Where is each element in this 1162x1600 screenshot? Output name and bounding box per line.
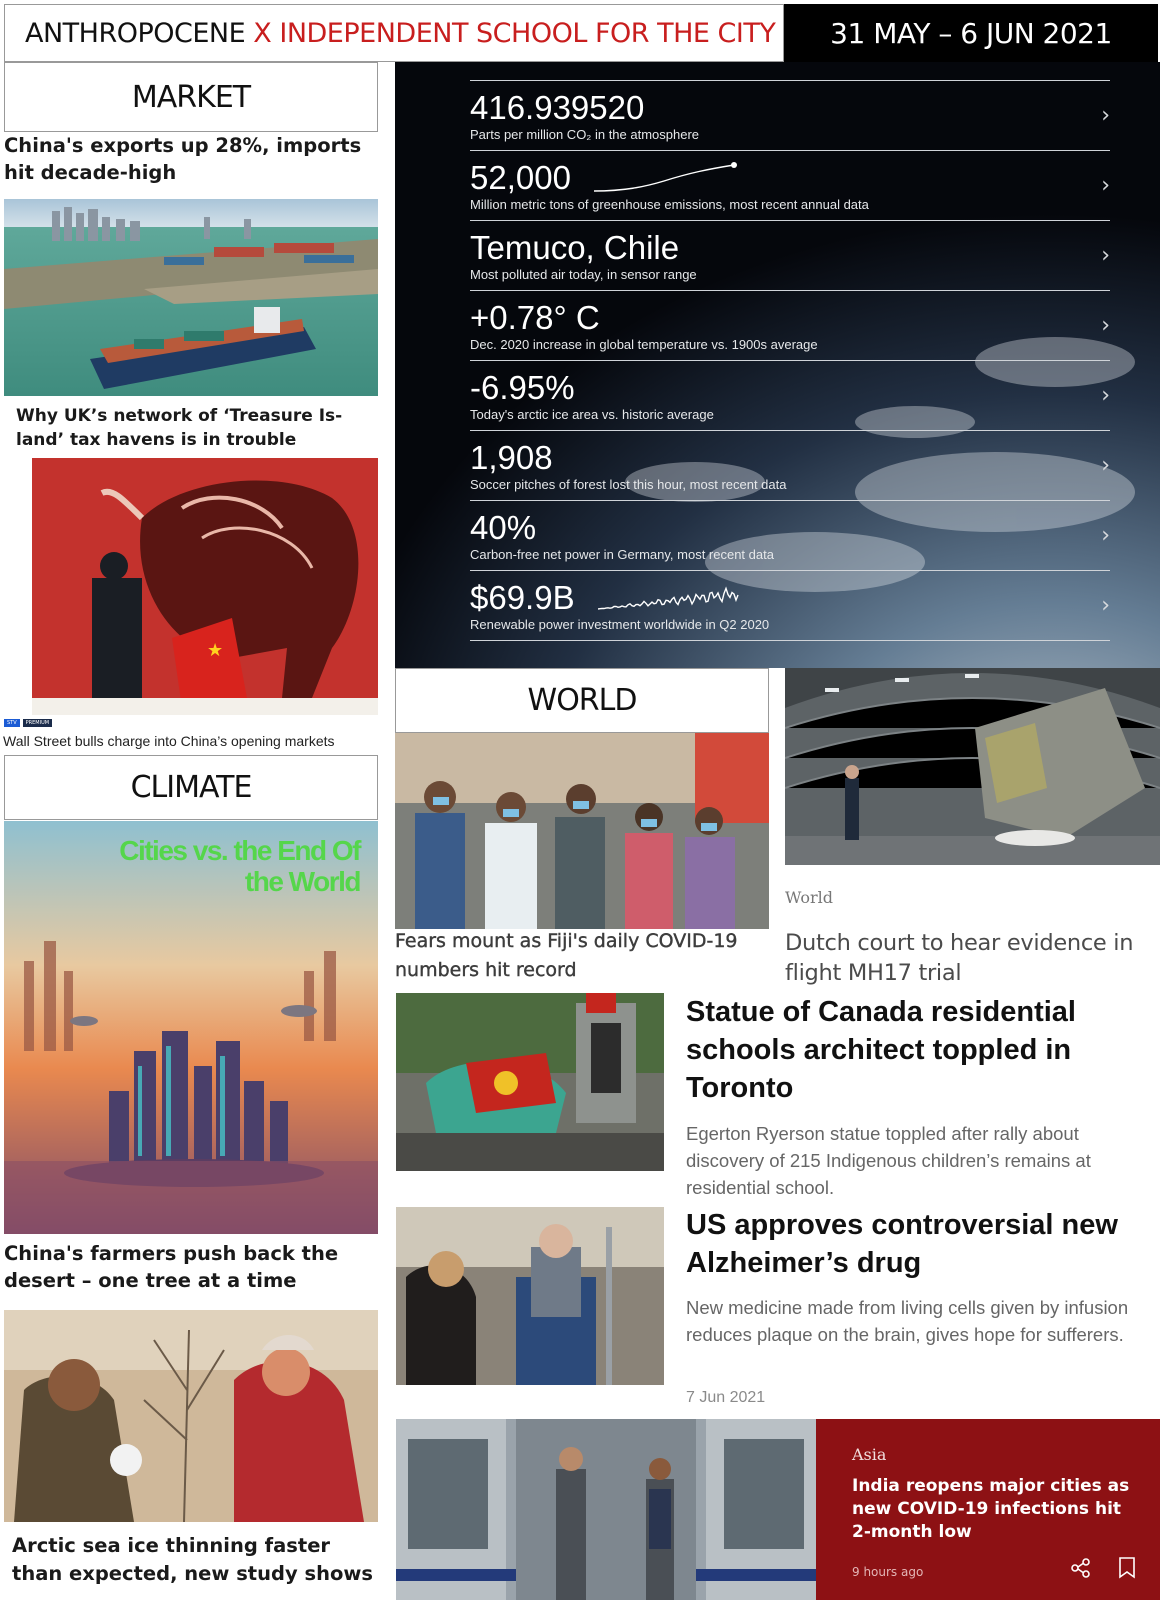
header-title-part1: ANTHROPOCENE <box>25 17 246 49</box>
india-story-card[interactable] <box>816 1419 1160 1600</box>
dashboard-row[interactable] <box>470 150 1110 220</box>
dashboard-row[interactable] <box>470 360 1110 430</box>
dashboard-description: Million metric tons of greenhouse emissions, most recent annual data <box>470 197 869 212</box>
dashboard-row[interactable] <box>470 500 1110 570</box>
dashboard-value: 40% <box>470 509 537 546</box>
dashboard-row[interactable] <box>470 290 1110 360</box>
chevron-right-icon[interactable]: › <box>1101 173 1110 198</box>
alzheimer-date: 7 Jun 2021 <box>686 1389 766 1406</box>
dashboard-value: -6.95% <box>470 369 575 406</box>
port-ship-photo[interactable] <box>4 199 378 396</box>
canada-subtitle: Egerton Ryerson statue toppled after rally about discovery of 215 Indigenous children’s remains at residential school. <box>686 1123 1091 1198</box>
header-title <box>4 4 784 62</box>
alzheimer-headline[interactable]: US approves controversial new Alzheimer’s drug <box>686 1209 1118 1279</box>
investment-sparkline <box>598 579 748 613</box>
header-date-range: 31 MAY – 6 JUN 2021 <box>784 4 1158 62</box>
climate-story2-headline[interactable]: Arctic sea ice thinning faster than expected, new study shows <box>12 1534 373 1585</box>
climate-dashboard <box>395 62 1160 668</box>
chevron-right-icon[interactable]: › <box>1101 523 1110 548</box>
infusion-patient-photo[interactable] <box>396 1207 664 1385</box>
dashboard-value: Temuco, Chile <box>470 229 680 266</box>
mh17-section-label[interactable]: World <box>785 888 833 907</box>
farmers-photo[interactable] <box>4 1310 378 1522</box>
chevron-right-icon[interactable]: › <box>1101 313 1110 338</box>
header-title-part2: X INDEPENDENT SCHOOL FOR THE CITY <box>253 17 776 49</box>
cities-cover-text: Cities vs. the End Of the World <box>119 835 360 897</box>
fiji-headline[interactable]: Fears mount as Fiji's daily COVID-19 numbers hit record <box>395 930 738 981</box>
emissions-sparkline <box>594 159 744 193</box>
dashboard-description: Renewable power investment worldwide in Q2 2020 <box>470 617 770 632</box>
india-headline[interactable]: India reopens major cities as new COVID-19 infections hit 2-month low <box>852 1476 1130 1542</box>
canada-headline[interactable]: Statue of Canada residential schools architect toppled in Toronto <box>686 996 1076 1104</box>
dashboard-value: $69.9B <box>470 579 575 616</box>
chevron-right-icon[interactable]: › <box>1101 243 1110 268</box>
dashboard-row[interactable] <box>470 80 1110 150</box>
stv-badge: STV <box>4 719 20 727</box>
dashboard-description: Parts per million CO₂ in the atmosphere <box>470 127 700 142</box>
section-label-world: WORLD <box>395 668 769 733</box>
dashboard-row[interactable] <box>470 220 1110 290</box>
chevron-right-icon[interactable]: › <box>1101 103 1110 128</box>
chevron-right-icon[interactable]: › <box>1101 593 1110 618</box>
dashboard-bottom-rule <box>470 640 1110 641</box>
market-story3-headline[interactable]: Wall Street bulls charge into China’s opening markets <box>3 733 335 749</box>
dashboard-value: 416.939520 <box>470 89 645 126</box>
mh17-wreckage-photo[interactable] <box>785 668 1160 865</box>
premium-badge: PREMIUM <box>23 719 52 727</box>
dashboard-row[interactable] <box>470 430 1110 500</box>
premium-badges <box>4 719 52 727</box>
metro-train-photo[interactable] <box>396 1419 816 1600</box>
dashboard-description: Dec. 2020 increase in global temperature vs. 1900s average <box>470 337 818 352</box>
chevron-right-icon[interactable]: › <box>1101 453 1110 478</box>
dashboard-description: Today's arctic ice area vs. historic average <box>470 407 714 422</box>
dashboard-value: 52,000 <box>470 159 571 196</box>
mh17-headline[interactable]: Dutch court to hear evidence in flight MH17 trial <box>785 930 1134 986</box>
bookmark-icon[interactable] <box>1118 1557 1136 1584</box>
market-story2-headline[interactable]: Why UK’s network of ‘Treasure Is-land’ tax havens is in trouble <box>16 406 343 450</box>
dashboard-value: 1,908 <box>470 439 553 476</box>
india-timestamp: 9 hours ago <box>852 1565 924 1579</box>
section-label-market: MARKET <box>4 62 378 132</box>
market-story1-headline[interactable]: China's exports up 28%, imports hit decade-high <box>4 134 362 184</box>
section-label-climate: CLIMATE <box>4 755 378 820</box>
dashboard-row[interactable] <box>470 570 1110 640</box>
share-icon[interactable] <box>1070 1557 1092 1584</box>
alzheimer-subtitle: New medicine made from living cells given by infusion reduces plaque on the brain, gives hope for sufferers. <box>686 1297 1129 1345</box>
cities-cover-art[interactable] <box>4 821 378 1234</box>
dashboard-description: Soccer pitches of forest lost this hour, most recent data <box>470 477 787 492</box>
fiji-queue-photo[interactable] <box>395 733 769 929</box>
climate-story1-headline[interactable]: China's farmers push back the desert – one tree at a time <box>4 1242 339 1292</box>
dashboard-description: Most polluted air today, in sensor range <box>470 267 697 282</box>
dashboard-value: +0.78° C <box>470 299 600 336</box>
india-section-label[interactable]: Asia <box>852 1445 887 1464</box>
toppled-statue-photo[interactable] <box>396 993 664 1171</box>
bull-illustration[interactable] <box>32 458 378 715</box>
chevron-right-icon[interactable]: › <box>1101 383 1110 408</box>
dashboard-description: Carbon-free net power in Germany, most recent data <box>470 547 774 562</box>
svg-text:★: ★ <box>207 640 224 661</box>
